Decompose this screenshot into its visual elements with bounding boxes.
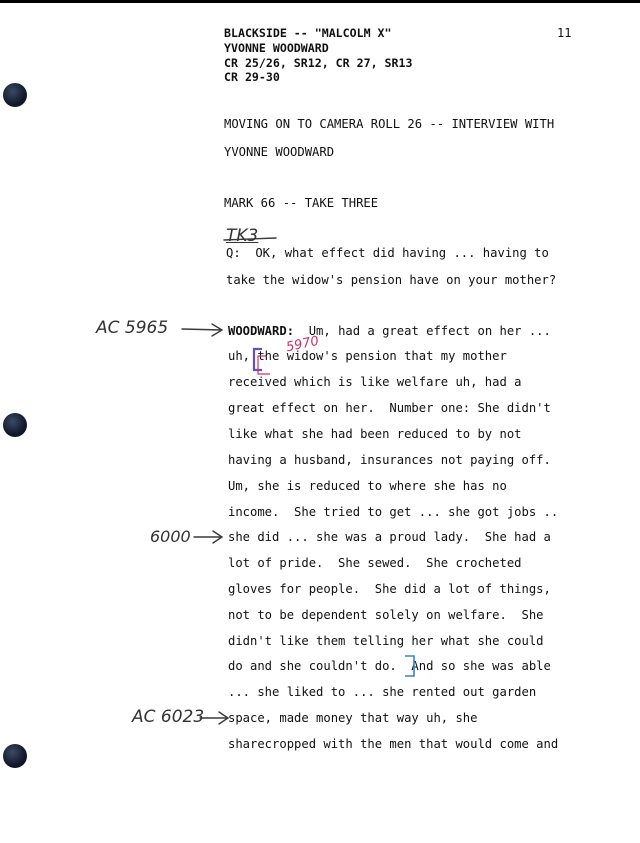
answer-line: not to be dependent solely on welfare. She	[228, 608, 544, 622]
answer-text: Um, had a great effect on her ...	[294, 324, 551, 338]
mark-take-line: MARK 66 -- TAKE THREE	[224, 196, 379, 210]
answer-line: received which is like welfare uh, had a	[228, 375, 522, 389]
arrow-icon	[182, 324, 222, 336]
timecode-annotation: 6000	[150, 527, 191, 546]
header-interviewee: YVONNE WOODWARD	[224, 41, 329, 55]
answer-line: Um, she is reduced to where she has no	[228, 479, 507, 493]
answer-line: uh, the widow's pension that my mother	[228, 349, 507, 363]
header-title: BLACKSIDE -- "MALCOLM X"	[224, 26, 392, 40]
arrow-icon	[194, 531, 222, 543]
question-line: take the widow's pension have on your mother?	[226, 273, 557, 287]
timecode-annotation-red: 5970	[284, 333, 321, 356]
answer-line: income. She tried to get ... she got jobs ..	[228, 505, 559, 519]
answer-line: gloves for people. She did a lot of things,	[228, 582, 551, 596]
answer-line: having a husband, insurances not paying off.	[228, 453, 551, 467]
answer-line: ... she liked to ... she rented out garden	[228, 685, 537, 699]
header-rolls-cont: CR 29-30	[224, 70, 280, 84]
page-number: 11	[557, 26, 572, 40]
intro-line: YVONNE WOODWARD	[224, 145, 335, 159]
answer-line: like what she had been reduced to by not	[228, 427, 522, 441]
answer-line: space, made money that way uh, she	[228, 711, 478, 725]
take-annotation: TK3	[226, 226, 259, 246]
bracket-mark-red	[258, 356, 270, 374]
bracket-mark-blue	[405, 656, 414, 676]
arrow-icon	[200, 712, 228, 724]
answer-line: great effect on her. Number one: She didn't	[228, 401, 551, 415]
timecode-annotation: AC 6023	[132, 707, 205, 727]
header-rolls: CR 25/26, SR12, CR 27, SR13	[224, 56, 413, 70]
question-line: Q: OK, what effect did having ... having to	[226, 246, 549, 260]
timecode-annotation: AC 5965	[96, 318, 169, 338]
answer-line: lot of pride. She sewed. She crocheted	[228, 556, 522, 570]
answer-line: she did ... she was a proud lady. She had a	[228, 530, 551, 544]
answer-line: sharecropped with the men that would come and	[228, 737, 559, 751]
answer-line: do and she couldn't do. And so she was able	[228, 659, 551, 673]
answer-line: didn't like them telling her what she could	[228, 634, 544, 648]
speaker-label: WOODWARD:	[228, 324, 295, 338]
intro-line: MOVING ON TO CAMERA ROLL 26 -- INTERVIEW WITH	[224, 117, 555, 131]
